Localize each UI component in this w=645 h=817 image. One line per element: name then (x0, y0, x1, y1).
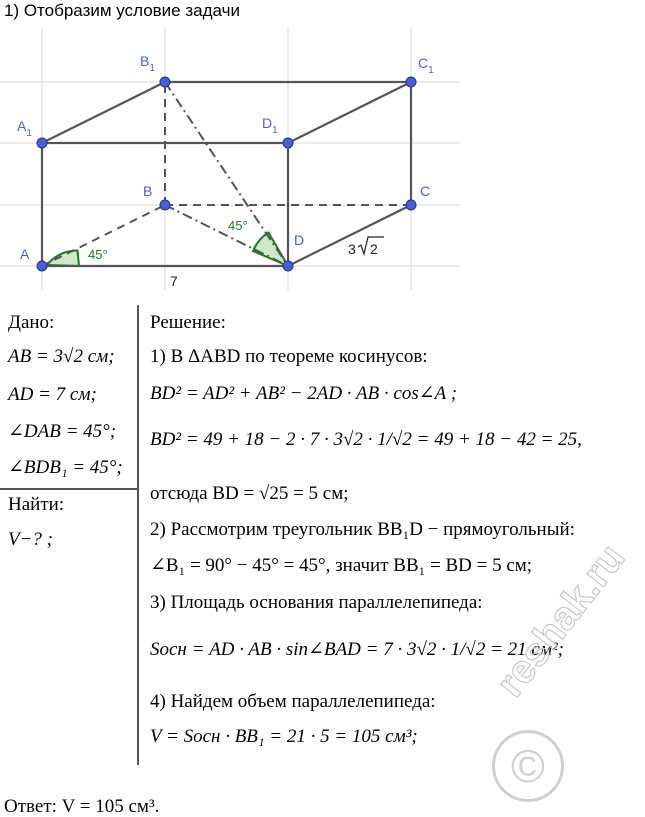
label-b: B (143, 183, 153, 199)
label-d1: D (262, 115, 273, 131)
answer: Ответ: V = 105 см³. (4, 796, 160, 817)
label-b1: B (140, 53, 150, 69)
angle-dab-label: 45° (88, 247, 108, 262)
step3-heading: 3) Площадь основания параллелепипеда: (150, 592, 483, 613)
given-angle-bdb1: ∠BDB₁ = 45°; (8, 457, 123, 478)
step1-heading: 1) В ΔABD по теореме косинусов: (150, 346, 428, 367)
step4-heading: 4) Найдем объем параллелепипеда: (150, 691, 436, 712)
vertex-point-b (160, 200, 170, 210)
label-a1: A (17, 118, 27, 134)
label-b1-sub: 1 (149, 63, 155, 74)
svg-text:D1 (262, 115, 278, 136)
label-a: A (20, 246, 30, 262)
vertex-labels (17, 53, 434, 262)
given-ab: AB = 3√2 см; (8, 346, 115, 367)
label-d: D (294, 232, 305, 248)
given-ad: AD = 7 см; (8, 384, 97, 405)
step2-calc: ∠B₁ = 90° − 45° = 45°, значит BB₁ = BD = 5 см; (150, 555, 533, 576)
vertex-points (37, 77, 416, 271)
label-c: C (420, 183, 431, 199)
vertex-point-d1 (283, 138, 293, 148)
vertex-point-b1 (160, 77, 170, 87)
svg-text:A1 (17, 118, 32, 139)
watermark-logo: reshak.ru (488, 536, 634, 706)
vertex-point-c1 (406, 77, 416, 87)
given-angle-dab: ∠DAB = 45°; (8, 421, 117, 442)
edge-dc-length (348, 237, 384, 257)
solution-title: Решение: (150, 312, 226, 333)
svg-text:C1 (418, 55, 434, 76)
find-v: V−? ; (8, 529, 54, 550)
page-heading: 1) Отобразим условие задачи (4, 1, 240, 20)
step2-heading: 2) Рассмотрим треугольник BB₁D − прямоугольный: (150, 519, 575, 540)
given-find-divider (0, 488, 137, 490)
angle-bdb1-label: 45° (228, 218, 248, 233)
vertex-point-d (283, 261, 293, 271)
step4-calc: V = Sосн · BB₁ = 21 · 5 = 105 см³; (150, 726, 418, 747)
step1-result: отсюда BD = √25 = 5 см; (150, 483, 349, 504)
edge-dc-coef: 3 (348, 241, 356, 257)
diagonals (165, 82, 288, 266)
vertex-point-c (406, 200, 416, 210)
label-d1-sub: 1 (272, 125, 278, 136)
angle-bdb1-arc (253, 233, 288, 267)
svg-text:B1 (140, 53, 155, 74)
find-title: Найти: (8, 494, 65, 515)
label-c1-sub: 1 (428, 65, 434, 76)
angle-dab-arc (47, 250, 79, 266)
label-c1: C (418, 55, 429, 71)
step1-calc: BD² = 49 + 18 − 2 · 7 · 3√2 · 1/√2 = 49 + 18 − 42 = 25, (150, 429, 582, 450)
label-a1-sub: 1 (26, 128, 32, 139)
vertex-point-a (37, 261, 47, 271)
copyright-icon: © (492, 730, 564, 802)
given-title: Дано: (8, 312, 55, 333)
vertex-point-a1 (37, 138, 47, 148)
step1-formula: BD² = AD² + AB² − 2AD · AB · cos∠A ; (150, 383, 458, 404)
step3-calc: Sосн = AD · AB · sin∠BAD = 7 · 3√2 · 1/√2 = 21 см²; (150, 639, 565, 660)
edge-ad-length: 7 (170, 273, 178, 289)
parallelepiped-figure (0, 28, 460, 290)
edge-dc-radicand: 2 (370, 241, 378, 257)
column-divider (137, 305, 139, 765)
